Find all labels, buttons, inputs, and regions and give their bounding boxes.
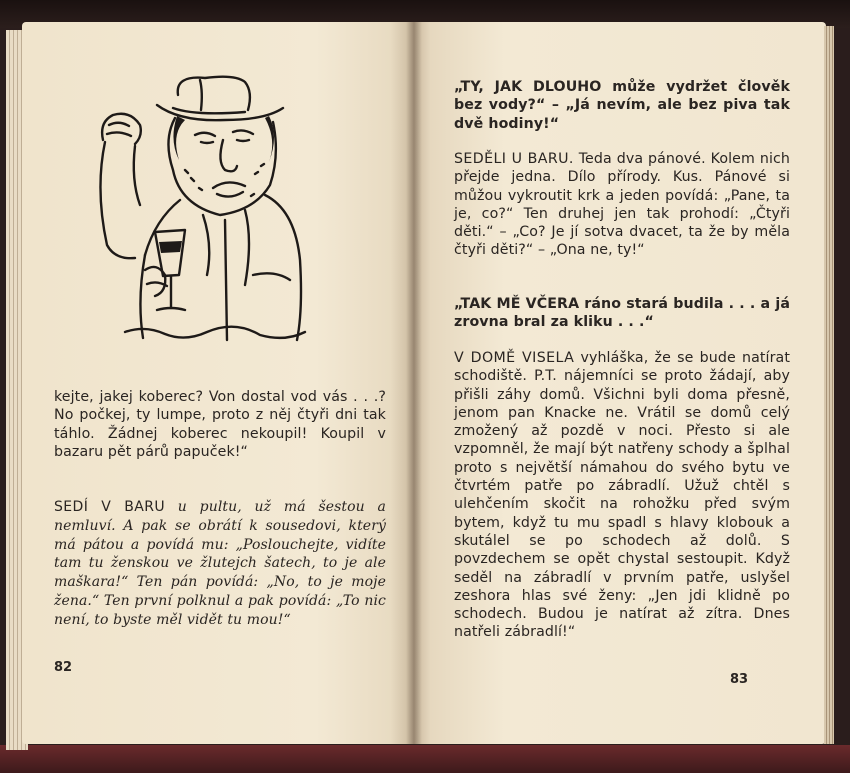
- joke-without-water: „TY, JAK DLOUHO může vydržet člověk bez vody?“ – „Já nevím, ale bez piva tak dvě hodiny!“: [454, 79, 790, 132]
- left-page: [22, 22, 414, 744]
- joke-sitting-at-bar: [454, 150, 790, 260]
- joke-bar-sixth: [54, 498, 386, 630]
- cover-bottom: [0, 745, 850, 773]
- joke-lead: SEDÍ V BARU: [54, 499, 166, 515]
- page-number-left: 82: [54, 660, 73, 675]
- joke-body: u pultu, už má šestou a nemluví. A pak se obrátí k sousedovi, který má pátou a povídá mu: „Poslouchejte, vidíte tam tu ženskou ve žlutejch šatech, to je ale maškara!“ Ten pán povídá: „No, to je moje žena.“ Ten první polknul a pak povídá: „To nic není, to byste měl vidět tu mou!“: [54, 499, 386, 628]
- joke-lead: SEDĚLI U BARU.: [454, 151, 574, 167]
- right-page: [414, 22, 826, 744]
- left-continuation-text: [54, 388, 386, 461]
- book-gutter: [406, 22, 422, 744]
- joke-continuation: kejte, jakej koberec? Von dostal vod vás . . .? No počkej, ty lumpe, proto z něj čtyři dni tak táhlo. Žádnej koberec nekoupil! Koupil v bazaru pět párů papuček!“: [54, 389, 386, 460]
- joke-body: Teda dva pánové. Kolem nich přejde jedna. Dílo přírody. Kus. Pánové si můžou vykroutit krk a jeden povídá: „Pane, ta je, co?“ Ten druhej jen tak prohodí: „Čtyři děti.“ – „Co? Je jí sotva dvacet, ta že by měla čtyři děti?“ – „Ona ne, ty!“: [454, 151, 790, 259]
- joke-lead: V DOMĚ VISELA: [454, 350, 575, 366]
- joke-wife-woke-me: „TAK MĚ VČERA ráno stará budila . . . a já zrovna bral za kliku . . .“: [454, 296, 790, 331]
- page-number-right: 83: [730, 672, 749, 687]
- left-joke-block: [54, 498, 386, 630]
- page-edges-right: [824, 26, 834, 744]
- man-with-hat-illustration: [85, 70, 310, 345]
- joke-body: vyhláška, že se bude natírat schodiště. P.T. nájemníci se proto žádají, aby přišli záhy domů. Všichni byli doma přesně, jenom pan Knacke ne. Vrátil se domů celý zmožený až pozdě v noci. Přesto si ale vzpomněl, že mají být natřeny schody a šplhal proto s největší námahou do svého bytu ve čtvrtém patře po zábradlí. Užuž chtěl s ulehčením skočit na rohožku před svým bytem, když tu mu spadl s hlavy klobouk a skutálel se po schodech až dolů. S povzdechem se opět chystal sestoupit. Když seděl na zábradlí v prvním patře, uslyšel zeshora hlas své ženy: „Jen jdi klidně po schodech. Budou je natírat až zítra. Dnes natřeli zábradlí!“: [454, 350, 790, 641]
- joke-painted-railing: [454, 349, 790, 642]
